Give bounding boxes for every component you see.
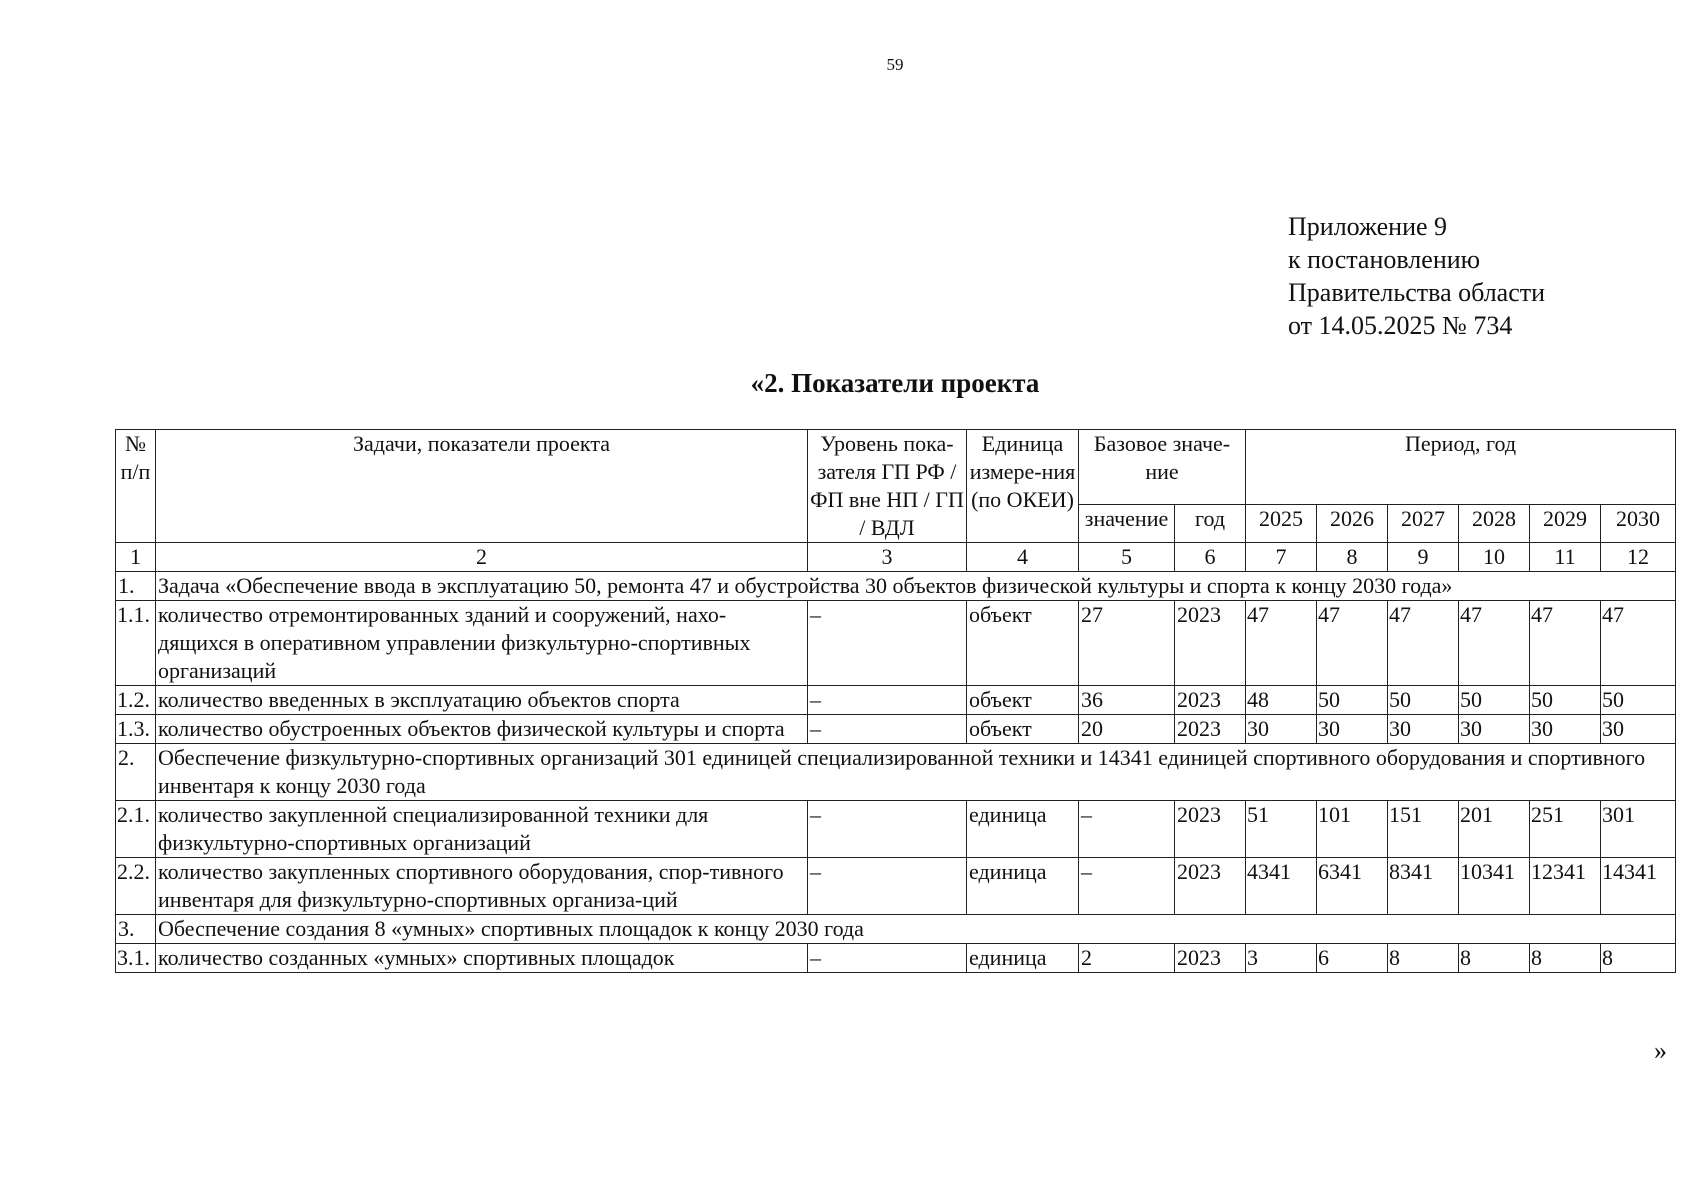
year-value: 10341 <box>1459 858 1530 915</box>
column-number: 7 <box>1246 543 1317 572</box>
indicator-row <box>116 944 1676 973</box>
indicator-row <box>116 686 1676 715</box>
column-number-row <box>116 543 1676 572</box>
indicator-level: – <box>808 601 967 686</box>
indicator-row <box>116 801 1676 858</box>
base-year: 2023 <box>1175 858 1246 915</box>
header-level: Уровень пока-зателя ГП РФ / ФП вне НП / ГП / ВДЛ <box>808 430 967 543</box>
year-value: 201 <box>1459 801 1530 858</box>
header-year: 2027 <box>1388 504 1459 542</box>
header-base: Базовое значе-ние <box>1079 430 1246 505</box>
indicator-row <box>116 601 1676 686</box>
column-number: 11 <box>1530 543 1601 572</box>
year-value: 48 <box>1246 686 1317 715</box>
year-value: 50 <box>1459 686 1530 715</box>
year-value: 47 <box>1459 601 1530 686</box>
header-num: № п/п <box>116 430 156 543</box>
indicator-name: количество закупленной специализированной техники для физкультурно-спортивных организаций <box>156 801 808 858</box>
header-year: 2026 <box>1317 504 1388 542</box>
header-year: 2029 <box>1530 504 1601 542</box>
year-value: 47 <box>1601 601 1676 686</box>
base-value: – <box>1079 801 1175 858</box>
indicator-name: количество обустроенных объектов физической культуры и спорта <box>156 715 808 744</box>
year-value: 14341 <box>1601 858 1676 915</box>
column-number: 10 <box>1459 543 1530 572</box>
task-text: Обеспечение создания 8 «умных» спортивных площадок к концу 2030 года <box>156 915 1676 944</box>
indicator-unit: единица <box>967 944 1079 973</box>
header-base-value: значение <box>1079 504 1175 542</box>
indicator-row <box>116 858 1676 915</box>
year-value: 30 <box>1246 715 1317 744</box>
year-value: 50 <box>1317 686 1388 715</box>
year-value: 8 <box>1388 944 1459 973</box>
row-number: 1.1. <box>116 601 156 686</box>
column-number: 6 <box>1175 543 1246 572</box>
row-number: 2.2. <box>116 858 156 915</box>
column-number: 4 <box>967 543 1079 572</box>
year-value: 30 <box>1459 715 1530 744</box>
year-value: 30 <box>1530 715 1601 744</box>
indicator-level: – <box>808 944 967 973</box>
year-value: 6 <box>1317 944 1388 973</box>
appendix-line: от 14.05.2025 № 734 <box>1288 311 1513 340</box>
year-value: 8 <box>1530 944 1601 973</box>
year-value: 47 <box>1530 601 1601 686</box>
indicator-level: – <box>808 715 967 744</box>
year-value: 47 <box>1388 601 1459 686</box>
row-number: 1.3. <box>116 715 156 744</box>
row-number: 3. <box>116 915 156 944</box>
task-row <box>116 744 1676 801</box>
header-period: Период, год <box>1246 430 1676 505</box>
year-value: 30 <box>1388 715 1459 744</box>
year-value: 251 <box>1530 801 1601 858</box>
column-number: 9 <box>1388 543 1459 572</box>
row-number: 1. <box>116 572 156 601</box>
year-value: 51 <box>1246 801 1317 858</box>
task-row <box>116 572 1676 601</box>
base-year: 2023 <box>1175 944 1246 973</box>
indicator-unit: единица <box>967 801 1079 858</box>
appendix-block <box>1288 210 1545 342</box>
task-row <box>116 915 1676 944</box>
header-base-year: год <box>1175 504 1246 542</box>
base-year: 2023 <box>1175 801 1246 858</box>
year-value: 47 <box>1317 601 1388 686</box>
year-value: 8 <box>1459 944 1530 973</box>
appendix-line: Приложение 9 <box>1288 212 1448 241</box>
year-value: 8341 <box>1388 858 1459 915</box>
row-number: 3.1. <box>116 944 156 973</box>
header-year: 2028 <box>1459 504 1530 542</box>
table-body <box>116 572 1676 973</box>
appendix-line: к постановлению <box>1288 245 1481 274</box>
indicator-level: – <box>808 858 967 915</box>
column-number: 5 <box>1079 543 1175 572</box>
indicator-unit: объект <box>967 715 1079 744</box>
indicator-unit: единица <box>967 858 1079 915</box>
base-value: 2 <box>1079 944 1175 973</box>
base-year: 2023 <box>1175 601 1246 686</box>
closing-quote: » <box>1654 1036 1667 1065</box>
indicator-unit: объект <box>967 601 1079 686</box>
appendix-line: Правительства области <box>1288 278 1546 307</box>
base-value: – <box>1079 858 1175 915</box>
task-text: Обеспечение физкультурно-спортивных организаций 301 единицей специализированной техники и 14341 единицей спортивного оборудования и спортивного инвентаря к концу 2030 года <box>156 744 1676 801</box>
column-number: 1 <box>116 543 156 572</box>
base-year: 2023 <box>1175 686 1246 715</box>
year-value: 30 <box>1317 715 1388 744</box>
indicator-name: количество закупленных спортивного оборудования, спор-тивного инвентаря для физкультурно-спортивных организа-ций <box>156 858 808 915</box>
column-number: 8 <box>1317 543 1388 572</box>
header-name: Задачи, показатели проекта <box>156 430 808 543</box>
year-value: 50 <box>1388 686 1459 715</box>
year-value: 101 <box>1317 801 1388 858</box>
table-header <box>116 430 1676 572</box>
indicator-unit: объект <box>967 686 1079 715</box>
row-number: 2. <box>116 744 156 801</box>
indicator-level: – <box>808 686 967 715</box>
column-number: 2 <box>156 543 808 572</box>
header-year: 2030 <box>1601 504 1676 542</box>
indicators-table <box>115 429 1676 973</box>
year-value: 151 <box>1388 801 1459 858</box>
indicator-level: – <box>808 801 967 858</box>
row-number: 2.1. <box>116 801 156 858</box>
year-value: 47 <box>1246 601 1317 686</box>
year-value: 50 <box>1601 686 1676 715</box>
year-value: 12341 <box>1530 858 1601 915</box>
column-number: 3 <box>808 543 967 572</box>
indicator-row <box>116 715 1676 744</box>
year-value: 4341 <box>1246 858 1317 915</box>
year-value: 301 <box>1601 801 1676 858</box>
header-unit: Единица измере-ния (по ОКЕИ) <box>967 430 1079 543</box>
header-year: 2025 <box>1246 504 1317 542</box>
base-value: 20 <box>1079 715 1175 744</box>
year-value: 8 <box>1601 944 1676 973</box>
header-row <box>116 430 1676 505</box>
year-value: 50 <box>1530 686 1601 715</box>
page-number: 59 <box>886 55 904 74</box>
base-year: 2023 <box>1175 715 1246 744</box>
year-value: 3 <box>1246 944 1317 973</box>
base-value: 36 <box>1079 686 1175 715</box>
document-title: «2. Показатели проекта <box>750 368 1040 398</box>
indicator-name: количество введенных в эксплуатацию объектов спорта <box>156 686 808 715</box>
indicator-name: количество отремонтированных зданий и сооружений, нахо-дящихся в оперативном управлении физкультурно-спортивных организаций <box>156 601 808 686</box>
indicator-name: количество созданных «умных» спортивных площадок <box>156 944 808 973</box>
task-text: Задача «Обеспечение ввода в эксплуатацию 50, ремонта 47 и обустройства 30 объектов физической культуры и спорта к концу 2030 года» <box>156 572 1676 601</box>
column-number: 12 <box>1601 543 1676 572</box>
year-value: 30 <box>1601 715 1676 744</box>
row-number: 1.2. <box>116 686 156 715</box>
base-value: 27 <box>1079 601 1175 686</box>
year-value: 6341 <box>1317 858 1388 915</box>
